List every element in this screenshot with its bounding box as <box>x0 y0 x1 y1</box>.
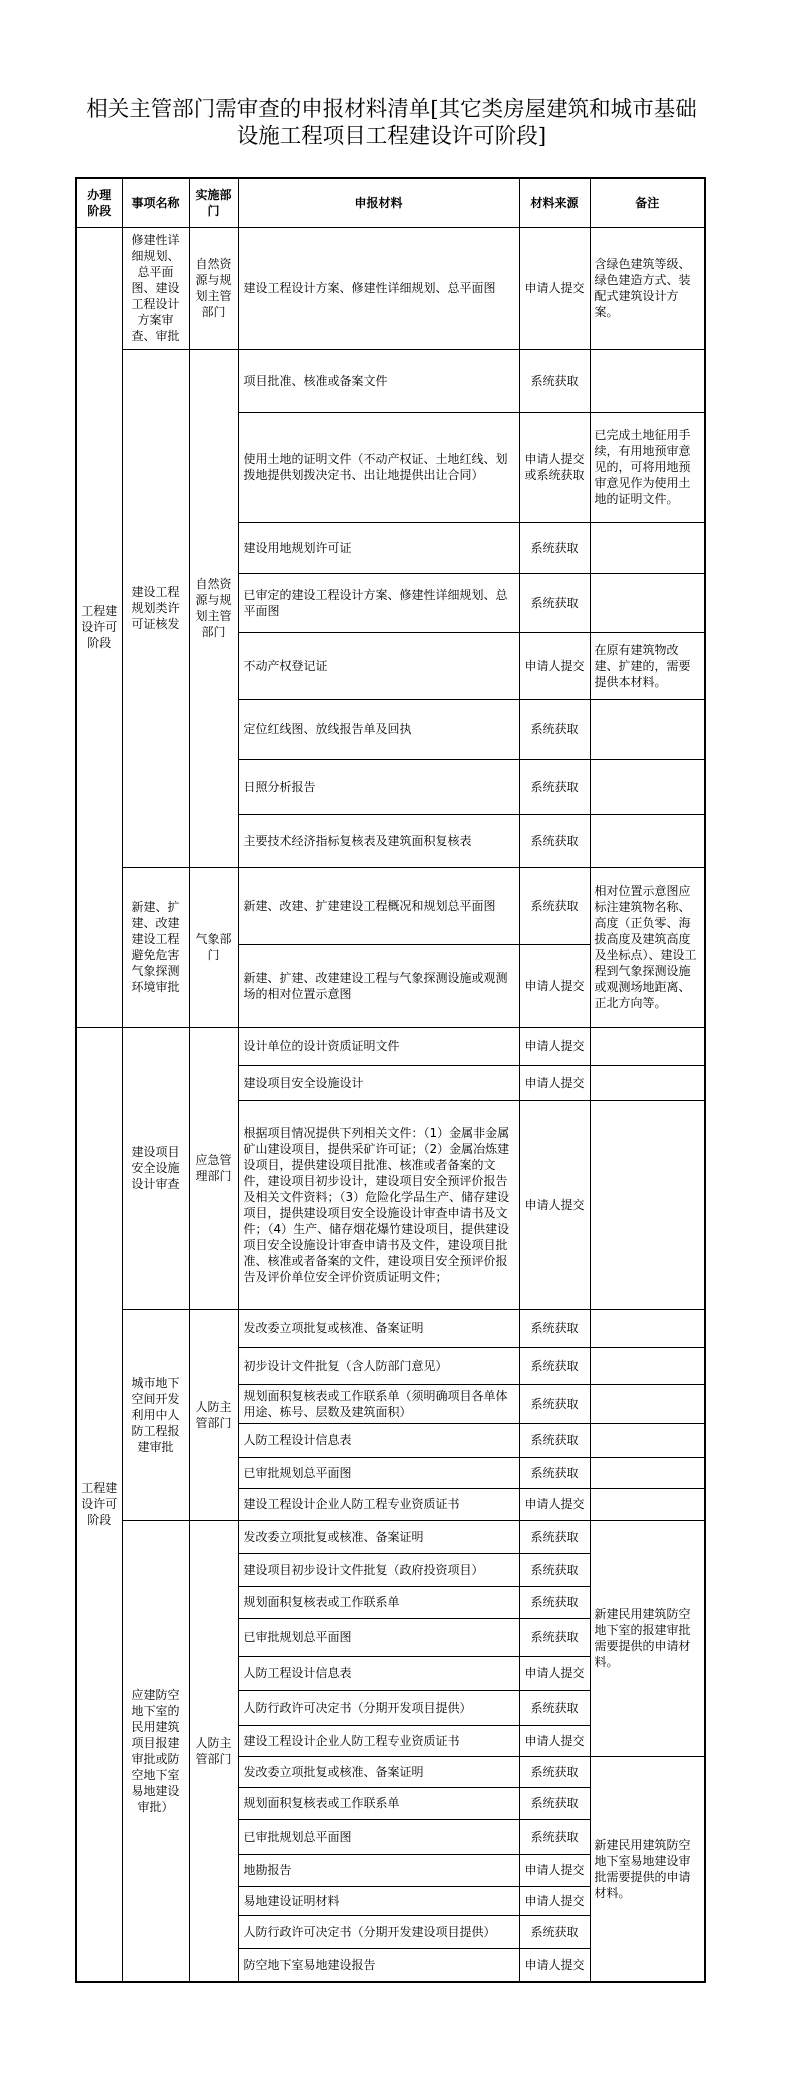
materials-table <box>75 177 706 1983</box>
material-cell: 人防工程设计信息表 <box>238 1656 519 1690</box>
source-cell: 系统获取 <box>519 1787 590 1819</box>
note-cell: 在原有建筑物改建、扩建的，需要提供本材料。 <box>590 632 705 699</box>
table-row <box>76 1520 705 1553</box>
material-cell: 建设用地规划许可证 <box>238 522 519 573</box>
table-row <box>76 1309 705 1347</box>
table-body <box>76 227 705 1982</box>
material-cell: 已审批规划总平面图 <box>238 1457 519 1488</box>
note-cell: 相对位置示意图应标注建筑物名称、高度（正负零、海拔高度及建筑高度及坐标点）、建设工程到气象探测设施或观测场地距离、正北方向等。 <box>590 867 705 1027</box>
source-cell: 系统获取 <box>519 1690 590 1725</box>
header-stage-label: 办理阶段 <box>87 187 112 218</box>
material-cell: 使用土地的证明文件（不动产权证、土地红线、划拨地提供划拨决定书、出让地提供出让合同） <box>238 412 519 522</box>
source-cell: 申请人提交 <box>519 227 590 349</box>
note-cell <box>590 1457 705 1488</box>
material-cell: 初步设计文件批复（含人防部门意见） <box>238 1347 519 1384</box>
source-cell: 系统获取 <box>519 814 590 867</box>
source-cell: 申请人提交 <box>519 944 590 1027</box>
header-item: 事项名称 <box>122 178 189 227</box>
department-cell: 人防主管部门 <box>189 1309 238 1520</box>
material-cell: 日照分析报告 <box>238 759 519 814</box>
note-cell <box>590 699 705 759</box>
note-cell <box>590 1100 705 1309</box>
source-cell: 系统获取 <box>519 1423 590 1457</box>
source-cell: 系统获取 <box>519 1384 590 1423</box>
header-row <box>76 178 705 227</box>
source-cell: 系统获取 <box>519 699 590 759</box>
note-cell <box>590 1347 705 1384</box>
header-department: 实施部门 <box>189 178 238 227</box>
source-cell: 系统获取 <box>519 1756 590 1787</box>
source-cell: 申请人提交 <box>519 1065 590 1100</box>
note-cell <box>590 1027 705 1065</box>
material-cell: 规划面积复核表或工作联系单 <box>238 1586 519 1618</box>
table-row <box>76 867 705 944</box>
item-name-cell: 应建防空地下室的民用建筑项目报建审批或防空地下室易地建设审批） <box>122 1520 189 1982</box>
material-cell: 规划面积复核表或工作联系单（须明确项目各单体用途、栋号、层数及建筑面积） <box>238 1384 519 1423</box>
note-cell <box>590 1488 705 1520</box>
material-cell: 建设项目初步设计文件批复（政府投资项目） <box>238 1553 519 1586</box>
item-name-cell: 修建性详细规划、总平面图、建设工程设计方案审查、审批 <box>122 227 189 349</box>
table-row <box>76 1027 705 1065</box>
material-cell: 建设工程设计方案、修建性详细规划、总平面图 <box>238 227 519 349</box>
note-cell <box>590 759 705 814</box>
department-cell: 气象部门 <box>189 867 238 1027</box>
department-cell: 人防主管部门 <box>189 1520 238 1982</box>
material-cell: 已审批规划总平面图 <box>238 1819 519 1854</box>
note-cell <box>590 349 705 412</box>
material-cell: 不动产权登记证 <box>238 632 519 699</box>
source-cell: 申请人提交 <box>519 632 590 699</box>
table-row <box>76 227 705 349</box>
source-cell: 系统获取 <box>519 1819 590 1854</box>
source-cell: 系统获取 <box>519 349 590 412</box>
note-cell <box>590 1423 705 1457</box>
source-cell: 系统获取 <box>519 522 590 573</box>
table-row <box>76 349 705 412</box>
material-cell: 人防行政许可决定书（分期开发项目提供） <box>238 1690 519 1725</box>
source-cell: 系统获取 <box>519 1553 590 1586</box>
note-cell: 已完成土地征用手续，有用地预审意见的，可将用地预审意见作为使用土地的证明文件。 <box>590 412 705 522</box>
material-cell: 防空地下室易地建设报告 <box>238 1948 519 1982</box>
source-cell: 系统获取 <box>519 1347 590 1384</box>
material-cell: 项目批准、核准或备案文件 <box>238 349 519 412</box>
note-cell: 新建民用建筑防空地下室的报建审批需要提供的申请材料。 <box>590 1520 705 1756</box>
material-cell: 根据项目情况提供下列相关文件：（1）金属非金属矿山建设项目，提供采矿许可证；（2）金属冶炼建设项目，提供建设项目批准、核准或者备案的文件，建设项目初步设计，建设项目安全预评价报告及相关文件资料；（3）危险化学品生产、储存建设项目，提供建设项目安全设施设计审查申请书及文件；（4）生产、储存烟花爆竹建设项目，提供建设项目安全设施设计审查申请书及文件，建设项目批准、核准或者备案的文件，建设项目安全预评价报告及评价单位安全评价资质证明文件； <box>238 1100 519 1309</box>
material-cell: 发改委立项批复或核准、备案证明 <box>238 1756 519 1787</box>
stage-cell: 工程建设许可阶段 <box>76 1027 122 1982</box>
source-cell: 申请人提交 <box>519 1886 590 1915</box>
header-source: 材料来源 <box>519 178 590 227</box>
header-note: 备注 <box>590 178 705 227</box>
material-cell: 设计单位的设计资质证明文件 <box>238 1027 519 1065</box>
source-cell: 系统获取 <box>519 1309 590 1347</box>
source-cell: 系统获取 <box>519 1618 590 1656</box>
material-cell: 定位红线图、放线报告单及回执 <box>238 699 519 759</box>
material-cell: 地勘报告 <box>238 1854 519 1886</box>
stage-cell: 工程建设许可阶段 <box>76 227 122 1027</box>
item-name-cell: 建设项目安全设施设计审查 <box>122 1027 189 1309</box>
note-cell <box>590 1309 705 1347</box>
source-cell: 申请人提交 <box>519 1488 590 1520</box>
source-cell: 申请人提交 <box>519 1656 590 1690</box>
department-cell: 应急管理部门 <box>189 1027 238 1309</box>
material-cell: 建设工程设计企业人防工程专业资质证书 <box>238 1725 519 1756</box>
item-name-cell: 新建、扩建、改建建设工程避免危害气象探测环境审批 <box>122 867 189 1027</box>
source-cell: 系统获取 <box>519 759 590 814</box>
note-cell <box>590 1384 705 1423</box>
material-cell: 规划面积复核表或工作联系单 <box>238 1787 519 1819</box>
source-cell: 系统获取 <box>519 1520 590 1553</box>
note-cell: 含绿色建筑等级、绿色建造方式、装配式建筑设计方案。 <box>590 227 705 349</box>
material-cell: 人防工程设计信息表 <box>238 1423 519 1457</box>
page-title: 相关主管部门需审查的申报材料清单[其它类房屋建筑和城市基础设施工程项目工程建设许可阶段] <box>86 97 697 149</box>
note-cell <box>590 573 705 632</box>
source-cell: 申请人提交 <box>519 1854 590 1886</box>
note-cell <box>590 814 705 867</box>
material-cell: 建设项目安全设施设计 <box>238 1065 519 1100</box>
source-cell: 申请人提交 <box>519 1027 590 1065</box>
note-cell <box>590 1065 705 1100</box>
material-cell: 已审批规划总平面图 <box>238 1618 519 1656</box>
header-stage <box>76 178 122 227</box>
note-cell <box>590 522 705 573</box>
material-cell: 发改委立项批复或核准、备案证明 <box>238 1309 519 1347</box>
material-cell: 已审定的建设工程设计方案、修建性详细规划、总平面图 <box>238 573 519 632</box>
source-cell: 系统获取 <box>519 573 590 632</box>
source-cell: 申请人提交 <box>519 1100 590 1309</box>
material-cell: 人防行政许可决定书（分期开发建设项目提供） <box>238 1915 519 1948</box>
source-cell: 申请人提交 <box>519 1725 590 1756</box>
source-cell: 系统获取 <box>519 1915 590 1948</box>
material-cell: 建设工程设计企业人防工程专业资质证书 <box>238 1488 519 1520</box>
item-name-cell: 城市地下空间开发利用中人防工程报建审批 <box>122 1309 189 1520</box>
source-cell: 系统获取 <box>519 867 590 944</box>
source-cell: 申请人提交或系统获取 <box>519 412 590 522</box>
note-cell: 新建民用建筑防空地下室易地建设审批需要提供的申请材料。 <box>590 1756 705 1982</box>
source-cell: 申请人提交 <box>519 1948 590 1982</box>
department-cell: 自然资源与规划主管部门 <box>189 349 238 867</box>
material-cell: 易地建设证明材料 <box>238 1886 519 1915</box>
department-cell: 自然资源与规划主管部门 <box>189 227 238 349</box>
material-cell: 主要技术经济指标复核表及建筑面积复核表 <box>238 814 519 867</box>
source-cell: 系统获取 <box>519 1457 590 1488</box>
material-cell: 新建、改建、扩建建设工程概况和规划总平面图 <box>238 867 519 944</box>
item-name-cell: 建设工程规划类许可证核发 <box>122 349 189 867</box>
material-cell: 新建、扩建、改建建设工程与气象探测设施或观测场的相对位置示意图 <box>238 944 519 1027</box>
source-cell: 系统获取 <box>519 1586 590 1618</box>
material-cell: 发改委立项批复或核准、备案证明 <box>238 1520 519 1553</box>
header-materials: 申报材料 <box>238 178 519 227</box>
